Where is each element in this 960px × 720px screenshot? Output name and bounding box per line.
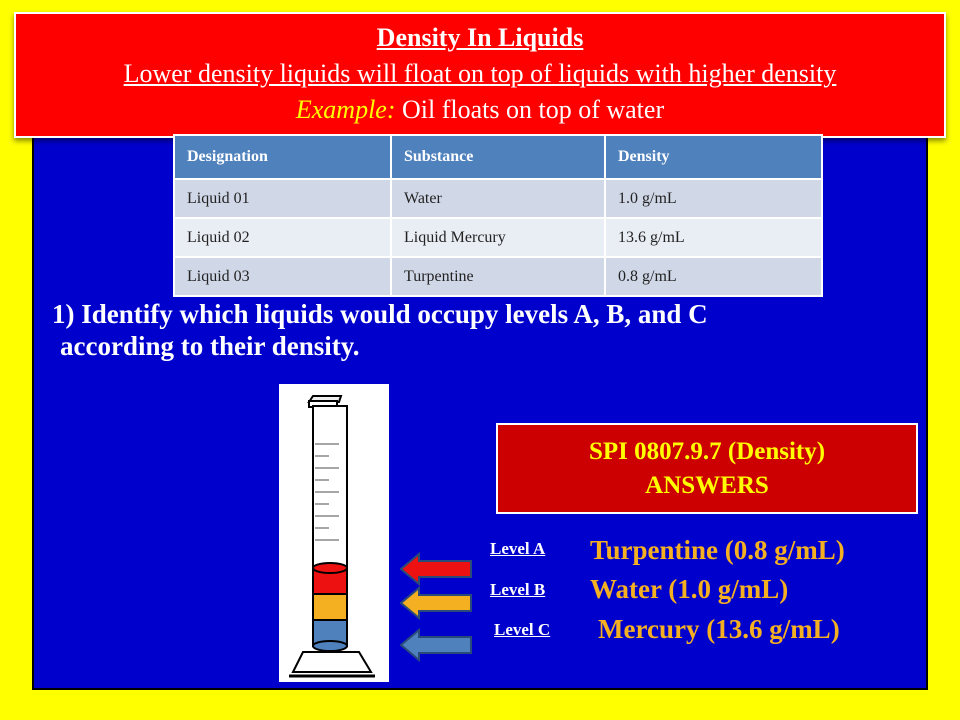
table-cell: Water [391,179,605,218]
banner-example [16,92,944,128]
table-cell: Liquid 03 [174,257,391,296]
level-c-label: Level C [494,620,551,639]
arrow-left-icon [400,586,474,620]
column-header-designation: Designation [174,135,391,179]
question-line-1: 1) Identify which liquids would occupy levels A, B, and C [52,299,708,329]
title-banner [14,12,946,138]
graduated-cylinder-image [279,384,389,682]
spi-title: SPI 0807.9.7 (Density) [588,438,826,465]
spi-answers-box [496,423,918,514]
column-header-density: Density [605,135,822,179]
level-b-label: Level B [490,580,546,599]
spi-subtitle: ANSWERS [645,472,769,499]
table-cell: Liquid Mercury [391,218,605,257]
table-row [174,257,822,296]
graduated-cylinder-icon [279,384,389,682]
level-b-answer: Water (1.0 g/mL) [590,574,789,604]
table-cell: Liquid 01 [174,179,391,218]
arrow-left-icon [400,628,474,662]
table-header-row [174,135,822,179]
example-label: Example: [295,95,396,124]
table-cell: 1.0 g/mL [605,179,822,218]
table-cell: Turpentine [391,257,605,296]
column-header-substance: Substance [391,135,605,179]
table-cell: Liquid 02 [174,218,391,257]
table-row [174,179,822,218]
level-c-answer: Mercury (13.6 g/mL) [598,614,840,644]
table-cell: 0.8 g/mL [605,257,822,296]
question-text [52,298,872,362]
table-row [174,218,822,257]
banner-title: Density In Liquids [376,23,584,52]
level-a-label: Level A [490,539,546,558]
example-text: Oil floats on top of water [395,95,665,124]
table-cell: 13.6 g/mL [605,218,822,257]
banner-subtitle: Lower density liquids will float on top of liquids with higher density [123,59,837,88]
level-a-answer: Turpentine (0.8 g/mL) [590,535,845,565]
arrow-left-icon [400,552,474,586]
density-table [173,134,823,297]
question-line-2: according to their density. [60,331,360,361]
